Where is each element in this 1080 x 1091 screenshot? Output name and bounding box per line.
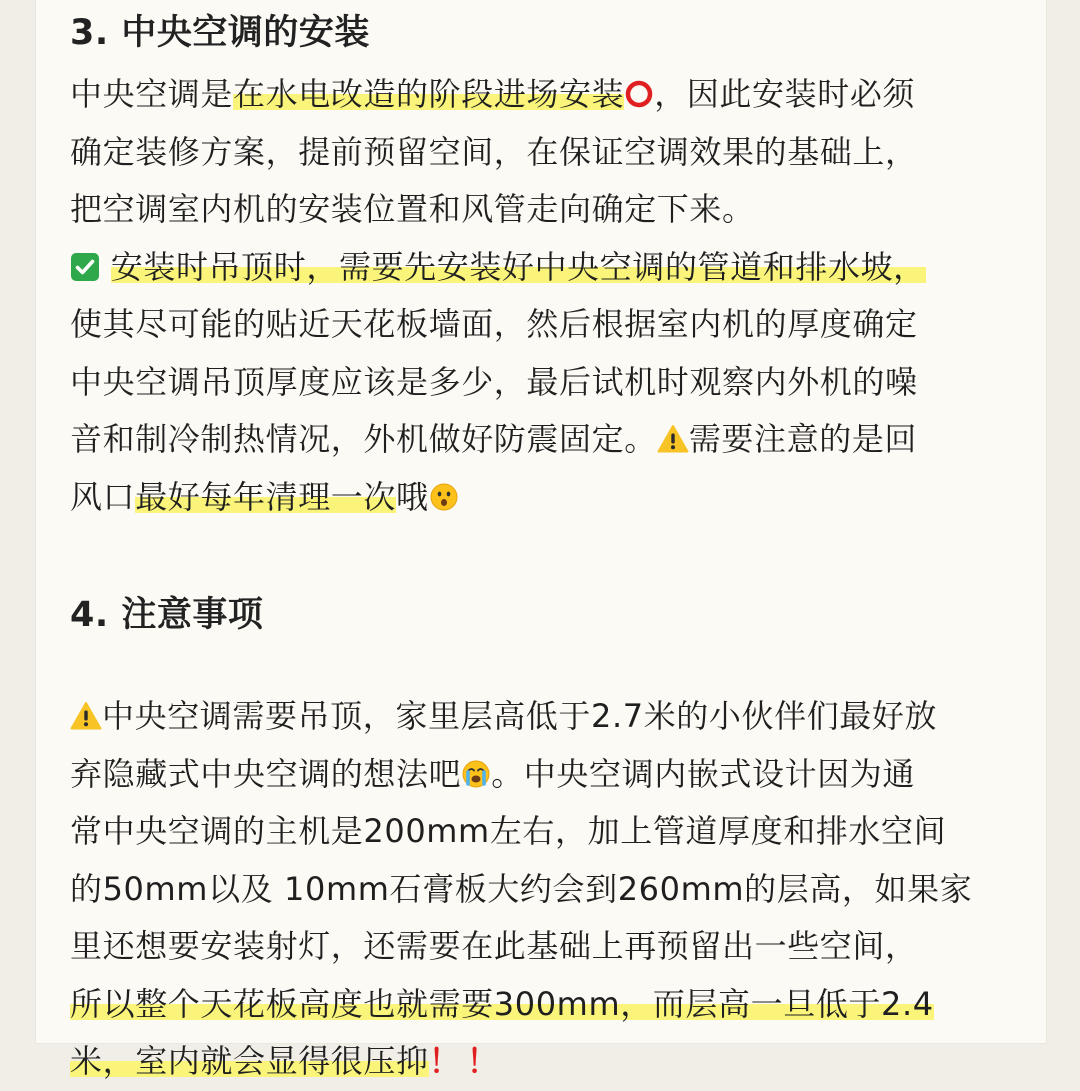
text-line <box>70 976 1030 1034</box>
hushed-face-icon <box>429 482 459 512</box>
text-line: 把空调室内机的安装位置和风管走向确定下来。 <box>70 190 755 228</box>
warning-icon <box>70 701 102 731</box>
loudly-crying-face-icon <box>461 759 491 789</box>
text-run: 音和制冷制热情况，外机做好防震固定。 <box>70 420 657 458</box>
highlighted-text: 安装时吊顶时，需要先安装好中央空调的管道和排水坡， <box>110 247 926 286</box>
text-run: 哦 <box>396 477 429 516</box>
text-run: 中央空调需要吊顶，家里层高低于2.7米的小伙伴们最好放 <box>102 697 938 735</box>
section-4-paragraph <box>70 688 1030 1091</box>
text-line: 使其尽可能的贴近天花板墙面，然后根据室内机的厚度确定 <box>70 305 918 343</box>
highlighted-text: 在水电改造的阶段进场安装 <box>233 75 625 113</box>
text-run: 。中央空调内嵌式设计因为通 <box>491 754 916 793</box>
text-run: 需要注意的是回 <box>688 420 918 458</box>
section-4-heading: 4. 注意事项 <box>70 595 264 635</box>
highlighted-text: 最好每年清理一次 <box>135 477 397 516</box>
red-exclamation-icon: ！！ <box>428 1042 505 1080</box>
text-line: 里还想要安装射灯，还需要在此基础上再预留出一些空间， <box>70 927 918 965</box>
text-line: 常中央空调的主机是200mm左右，加上管道厚度和排水空间 <box>70 812 947 850</box>
text-line <box>70 688 1030 746</box>
heading-spacer <box>70 648 1030 688</box>
text-run: 弃隐藏式中央空调的想法吧 <box>70 754 462 793</box>
check-mark-button-icon <box>70 252 100 282</box>
text-run: ，因此安装时必须 <box>654 75 916 113</box>
text-line <box>70 411 1030 469</box>
warning-icon <box>657 424 689 454</box>
section-spacer <box>70 526 1030 582</box>
text-run: 中央空调是 <box>70 75 234 113</box>
text-line: 确定装修方案，提前预留空间，在保证空调效果的基础上， <box>70 132 918 171</box>
text-line: 的50mm以及 10mm石膏板大约会到260mm的层高，如果家 <box>70 869 973 908</box>
text-run: 风口 <box>70 477 136 516</box>
section-3-heading: 3. 中央空调的安装 <box>70 13 370 53</box>
highlighted-text: 米，室内就会显得很压抑 <box>70 1042 429 1080</box>
text-line <box>70 746 1030 804</box>
note-content <box>70 0 1030 1091</box>
section-3-paragraph-2 <box>70 239 1030 527</box>
text-line <box>70 239 1030 297</box>
text-line <box>70 469 1030 527</box>
text-line <box>70 66 1030 124</box>
highlighted-text: 所以整个天花板高度也就需要300mm，而层高一旦低于2.4 <box>70 984 934 1023</box>
hollow-red-circle-icon <box>624 79 654 109</box>
section-3-paragraph-1 <box>70 66 1030 239</box>
text-line: 中央空调吊顶厚度应该是多少，最后试机时观察内外机的噪 <box>70 362 918 401</box>
text-line <box>70 1033 1030 1091</box>
